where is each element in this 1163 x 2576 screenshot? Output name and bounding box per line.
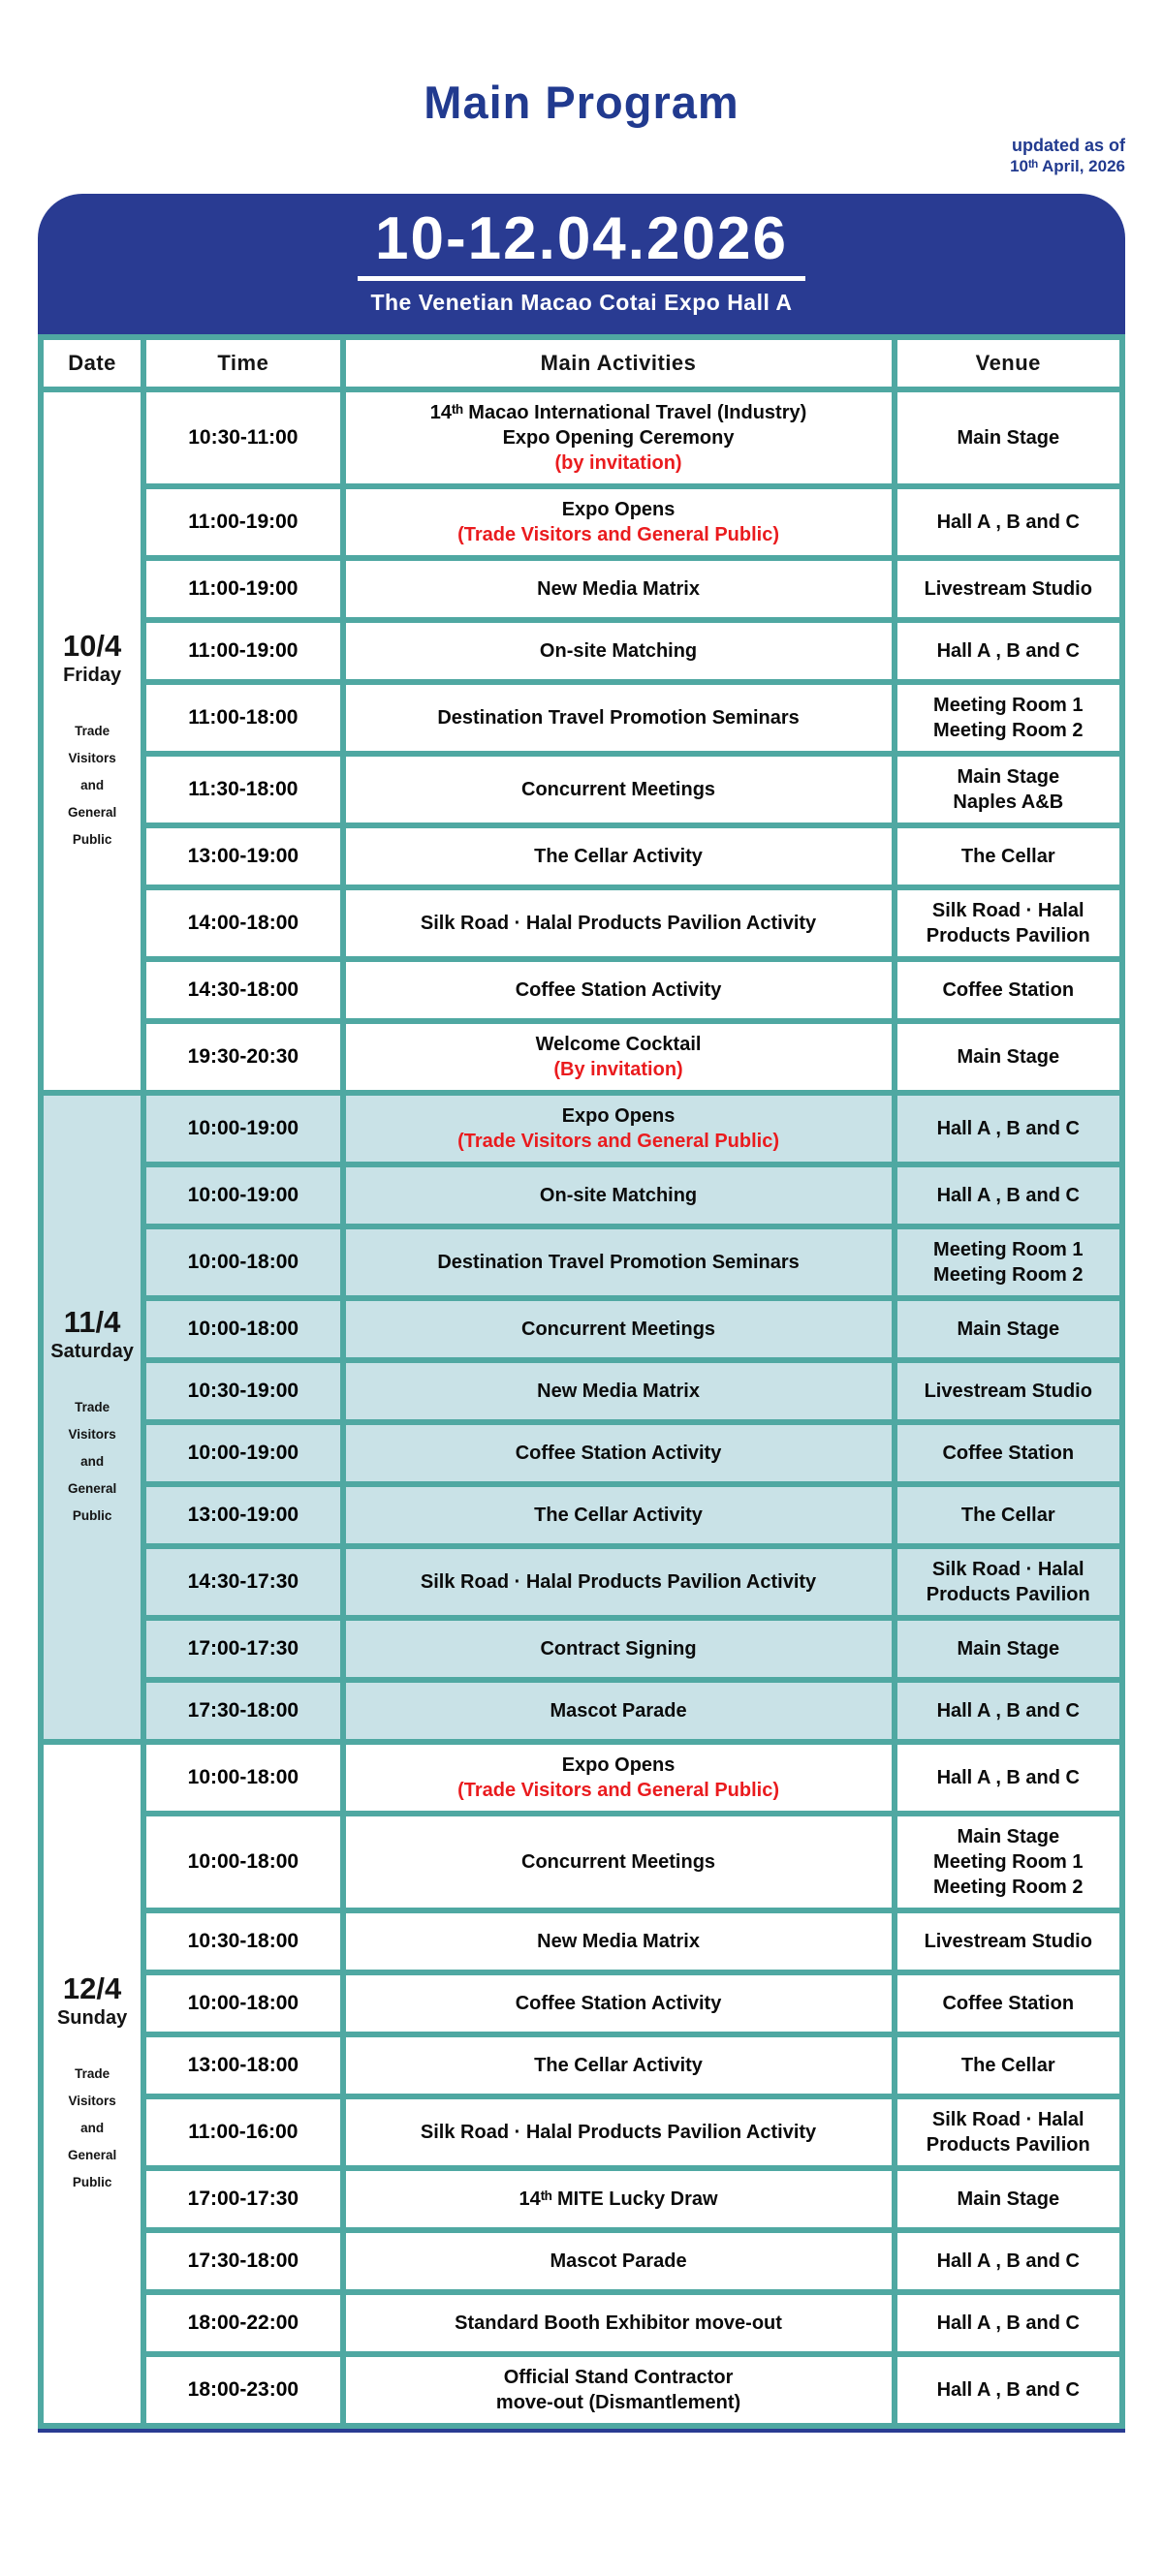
audience-line: General Public	[67, 805, 117, 847]
table-row	[44, 1745, 1119, 1811]
time-cell: 17:00-17:30	[146, 1621, 339, 1677]
venue-line: Main Stage	[957, 1046, 1060, 1068]
venue-line: Hall A , B and C	[936, 640, 1080, 662]
venue-line: Products Pavilion	[926, 2134, 1090, 2156]
day-section-12-4	[44, 1745, 1119, 2423]
time-cell: 14:30-18:00	[146, 962, 339, 1018]
activity-line: Silk Road · Halal Products Pavilion Activity	[420, 2122, 817, 2143]
activity-cell	[346, 685, 892, 751]
activity-line: Contract Signing	[540, 1638, 697, 1660]
venue-cell	[897, 890, 1119, 956]
table-row	[44, 757, 1119, 822]
day-section-10-4	[44, 392, 1119, 1090]
table-row	[44, 2357, 1119, 2423]
time-cell: 13:00-19:00	[146, 828, 339, 885]
venue-line: Meeting Room 2	[933, 1877, 1084, 1898]
venue-line: Livestream Studio	[924, 1381, 1092, 1402]
venue-line: Main Stage	[957, 766, 1060, 788]
time-cell: 18:00-22:00	[146, 2295, 339, 2351]
table-row	[44, 561, 1119, 617]
audience-line: Trade Visitors	[68, 2066, 116, 2108]
venue-cell	[897, 489, 1119, 555]
activity-line: 14ᵗʰ Macao International Travel (Industry)	[429, 402, 807, 423]
venue-cell	[897, 2037, 1119, 2094]
activity-line: Coffee Station Activity	[515, 979, 722, 1001]
time-cell: 17:00-17:30	[146, 2171, 339, 2227]
audience-note	[49, 1394, 135, 1530]
activity-line: The Cellar Activity	[534, 1505, 703, 1526]
activity-cell	[346, 1425, 892, 1481]
table-row	[44, 1096, 1119, 1162]
table-row	[44, 1683, 1119, 1739]
table-row	[44, 392, 1119, 483]
venue-line: Main Stage	[957, 1826, 1060, 1847]
venue-line: Silk Road · Halal	[931, 900, 1084, 921]
day-label: Friday	[63, 665, 122, 686]
activity-line: New Media Matrix	[537, 1381, 700, 1402]
venue-line: Meeting Room 2	[933, 1264, 1084, 1286]
activity-cell	[346, 1167, 892, 1224]
day-section-11-4	[44, 1096, 1119, 1739]
venue-line: Silk Road · Halal	[931, 2109, 1084, 2130]
venue-line: Main Stage	[957, 1638, 1060, 1660]
venue-line: Livestream Studio	[924, 1931, 1092, 1952]
activity-line: Mascot Parade	[550, 2250, 687, 2272]
venue-line: Meeting Room 1	[933, 1851, 1084, 1873]
venue-cell	[897, 2295, 1119, 2351]
date-cell	[44, 1096, 141, 1739]
time-cell: 17:30-18:00	[146, 2233, 339, 2289]
activity-line: Silk Road · Halal Products Pavilion Activity	[420, 913, 817, 934]
venue-cell	[897, 1816, 1119, 1908]
table-row	[44, 890, 1119, 956]
venue-cell	[897, 2233, 1119, 2289]
activity-cell	[346, 1301, 892, 1357]
activity-line: New Media Matrix	[537, 578, 700, 600]
table-row	[44, 828, 1119, 885]
venue-cell	[897, 1683, 1119, 1739]
venue-line: Hall A , B and C	[936, 1185, 1080, 1206]
venue-cell	[897, 1913, 1119, 1970]
activity-line: Standard Booth Exhibitor move-out	[455, 2312, 782, 2334]
venue-line: Hall A , B and C	[936, 1767, 1080, 1788]
venue-cell	[897, 1425, 1119, 1481]
activity-cell	[346, 1549, 892, 1615]
venue-line: Meeting Room 2	[933, 720, 1084, 741]
activity-line: 14ᵗʰ MITE Lucky Draw	[519, 2188, 718, 2210]
time-cell: 17:30-18:00	[146, 1683, 339, 1739]
venue-line: Silk Road · Halal	[931, 1559, 1084, 1580]
audience-line: and	[80, 1454, 105, 1469]
activity-cell	[346, 1487, 892, 1543]
activity-line: Coffee Station Activity	[515, 1993, 722, 2014]
activity-cell	[346, 828, 892, 885]
activity-line: Expo Opens	[561, 1754, 676, 1776]
activity-line: Concurrent Meetings	[521, 779, 716, 800]
activity-line: Welcome Cocktail	[535, 1034, 702, 1055]
time-cell: 10:00-19:00	[146, 1096, 339, 1162]
audience-line: and	[80, 2121, 105, 2135]
venue-line: Coffee Station	[942, 1443, 1075, 1464]
activity-cell	[346, 1363, 892, 1419]
column-header-main-activities: Main Activities	[346, 340, 892, 387]
table-row	[44, 1229, 1119, 1295]
table-row	[44, 962, 1119, 1018]
activity-line: The Cellar Activity	[534, 2055, 703, 2076]
time-cell: 13:00-18:00	[146, 2037, 339, 2094]
venue-cell	[897, 685, 1119, 751]
table-row	[44, 2295, 1119, 2351]
activity-cell	[346, 1024, 892, 1090]
activity-cell	[346, 489, 892, 555]
program-table-wrap	[38, 334, 1125, 2429]
venue-cell	[897, 2357, 1119, 2423]
activity-line: Destination Travel Promotion Seminars	[437, 1252, 800, 1273]
activity-line: New Media Matrix	[537, 1931, 700, 1952]
updated-note	[0, 135, 1125, 177]
time-cell: 10:30-18:00	[146, 1913, 339, 1970]
venue-line: Main Stage	[957, 2188, 1060, 2210]
audience-line: and	[80, 778, 105, 792]
table-row	[44, 1301, 1119, 1357]
activity-line: move-out (Dismantlement)	[495, 2392, 741, 2413]
activity-cell	[346, 962, 892, 1018]
page-title: Main Program	[424, 77, 739, 128]
activity-line: Concurrent Meetings	[521, 1319, 716, 1340]
activity-cell	[346, 1745, 892, 1811]
venue-line: The Cellar	[960, 846, 1055, 867]
activity-cell	[346, 1229, 892, 1295]
table-row	[44, 2233, 1119, 2289]
activity-line: Official Stand Contractor	[503, 2367, 734, 2388]
time-cell: 10:00-19:00	[146, 1425, 339, 1481]
venue-line: Hall A , B and C	[936, 2379, 1080, 2401]
event-venue: The Venetian Macao Cotai Expo Hall A	[370, 290, 793, 315]
activity-cell	[346, 1683, 892, 1739]
table-row	[44, 1487, 1119, 1543]
activity-cell	[346, 2357, 892, 2423]
venue-line: Hall A , B and C	[936, 2312, 1080, 2334]
activity-line: Coffee Station Activity	[515, 1443, 722, 1464]
activity-cell	[346, 2099, 892, 2165]
time-cell: 10:30-19:00	[146, 1363, 339, 1419]
venue-line: Meeting Room 1	[933, 1239, 1084, 1260]
venue-cell	[897, 1621, 1119, 1677]
audience-line: Trade Visitors	[68, 1400, 116, 1442]
table-row	[44, 1363, 1119, 1419]
activity-cell	[346, 1913, 892, 1970]
audience-line: General Public	[67, 2148, 117, 2189]
venue-line: Meeting Room 1	[933, 695, 1084, 716]
venue-cell	[897, 757, 1119, 822]
table-row	[44, 1425, 1119, 1481]
activity-cell	[346, 2233, 892, 2289]
venue-line: Livestream Studio	[924, 578, 1092, 600]
venue-line: The Cellar	[960, 2055, 1055, 2076]
table-row	[44, 2099, 1119, 2165]
activity-cell	[346, 623, 892, 679]
activity-line: Expo Opening Ceremony	[502, 427, 735, 449]
activity-line: Expo Opens	[561, 1105, 676, 1127]
activity-cell	[346, 1816, 892, 1908]
venue-line: Hall A , B and C	[936, 2250, 1080, 2272]
time-cell: 11:00-19:00	[146, 489, 339, 555]
audience-line: Trade Visitors	[68, 724, 116, 765]
venue-cell	[897, 1096, 1119, 1162]
venue-line: Coffee Station	[942, 979, 1075, 1001]
activity-line: Destination Travel Promotion Seminars	[437, 707, 800, 729]
venue-cell	[897, 2171, 1119, 2227]
activity-line: (by invitation)	[554, 452, 682, 474]
venue-line: Products Pavilion	[926, 1584, 1090, 1605]
venue-cell	[897, 392, 1119, 483]
activity-cell	[346, 1621, 892, 1677]
table-row	[44, 1913, 1119, 1970]
table-row	[44, 489, 1119, 555]
activity-cell	[346, 890, 892, 956]
time-cell: 10:00-18:00	[146, 1745, 339, 1811]
time-cell: 10:00-19:00	[146, 1167, 339, 1224]
time-cell: 11:30-18:00	[146, 757, 339, 822]
audience-line: General Public	[67, 1481, 117, 1523]
column-header-date: Date	[44, 340, 141, 387]
date-label: 12/4	[62, 1971, 122, 2005]
activity-cell	[346, 561, 892, 617]
venue-cell	[897, 1024, 1119, 1090]
venue-cell	[897, 1301, 1119, 1357]
venue-line: Hall A , B and C	[936, 1700, 1080, 1722]
banner-underline	[358, 276, 805, 281]
activity-line: (By invitation)	[553, 1059, 683, 1080]
venue-line: Hall A , B and C	[936, 512, 1080, 533]
venue-cell	[897, 1167, 1119, 1224]
venue-cell	[897, 828, 1119, 885]
activity-line: Silk Road · Halal Products Pavilion Activity	[420, 1571, 817, 1593]
time-cell: 11:00-16:00	[146, 2099, 339, 2165]
time-cell: 11:00-18:00	[146, 685, 339, 751]
table-row	[44, 685, 1119, 751]
activity-line: Mascot Parade	[550, 1700, 687, 1722]
table-row	[44, 1975, 1119, 2032]
audience-note	[49, 2061, 135, 2196]
date-label: 11/4	[63, 1305, 121, 1339]
venue-cell	[897, 561, 1119, 617]
time-cell: 10:00-18:00	[146, 1229, 339, 1295]
venue-line: Hall A , B and C	[936, 1118, 1080, 1139]
activity-cell	[346, 2295, 892, 2351]
activity-line: (Trade Visitors and General Public)	[457, 1131, 780, 1152]
time-cell: 11:00-19:00	[146, 561, 339, 617]
time-cell: 13:00-19:00	[146, 1487, 339, 1543]
table-header-row	[44, 340, 1119, 387]
activity-cell	[346, 1096, 892, 1162]
venue-line: Naples A&B	[953, 791, 1064, 813]
date-cell	[44, 1745, 141, 2423]
venue-cell	[897, 1975, 1119, 2032]
table-row	[44, 1024, 1119, 1090]
table-row	[44, 2037, 1119, 2094]
venue-cell	[897, 623, 1119, 679]
venue-cell	[897, 1363, 1119, 1419]
column-header-time: Time	[146, 340, 339, 387]
venue-cell	[897, 1745, 1119, 1811]
activity-cell	[346, 2171, 892, 2227]
day-label: Saturday	[50, 1341, 134, 1362]
date-label: 10/4	[62, 629, 122, 663]
day-label: Sunday	[56, 2007, 128, 2029]
activity-line: The Cellar Activity	[534, 846, 703, 867]
activity-cell	[346, 392, 892, 483]
activity-cell	[346, 757, 892, 822]
activity-line: (Trade Visitors and General Public)	[457, 524, 780, 545]
time-cell: 19:30-20:30	[146, 1024, 339, 1090]
program-table	[38, 334, 1125, 2429]
table-row	[44, 623, 1119, 679]
activity-line: On-site Matching	[539, 1185, 698, 1206]
activity-line: (Trade Visitors and General Public)	[457, 1780, 780, 1801]
time-cell: 10:00-18:00	[146, 1301, 339, 1357]
activity-cell	[346, 2037, 892, 2094]
table-row	[44, 1167, 1119, 1224]
activity-line: On-site Matching	[539, 640, 698, 662]
venue-cell	[897, 962, 1119, 1018]
venue-line: Main Stage	[957, 1319, 1060, 1340]
venue-cell	[897, 1229, 1119, 1295]
venue-line: Products Pavilion	[926, 925, 1090, 947]
time-cell: 14:30-17:30	[146, 1549, 339, 1615]
date-cell	[44, 392, 141, 1090]
column-header-venue: Venue	[897, 340, 1119, 387]
venue-line: The Cellar	[960, 1505, 1055, 1526]
activity-line: Expo Opens	[561, 499, 676, 520]
venue-cell	[897, 1487, 1119, 1543]
time-cell: 10:00-18:00	[146, 1975, 339, 2032]
activity-line: Concurrent Meetings	[521, 1851, 716, 1873]
audience-note	[49, 718, 135, 853]
venue-line: Coffee Station	[942, 1993, 1075, 2014]
activity-cell	[346, 1975, 892, 2032]
updated-note-line1: updated as of	[1011, 136, 1125, 155]
venue-line: Main Stage	[957, 427, 1060, 449]
time-cell: 18:00-23:00	[146, 2357, 339, 2423]
venue-cell	[897, 1549, 1119, 1615]
venue-cell	[897, 2099, 1119, 2165]
time-cell: 11:00-19:00	[146, 623, 339, 679]
event-date-range: 10-12.04.2026	[375, 205, 788, 272]
table-row	[44, 2171, 1119, 2227]
updated-note-line2: 10ᵗʰ April, 2026	[1010, 157, 1125, 175]
time-cell: 10:30-11:00	[146, 392, 339, 483]
time-cell: 14:00-18:00	[146, 890, 339, 956]
table-row	[44, 1621, 1119, 1677]
table-row	[44, 1816, 1119, 1908]
table-row	[44, 1549, 1119, 1615]
event-banner	[38, 194, 1125, 334]
time-cell: 10:00-18:00	[146, 1816, 339, 1908]
